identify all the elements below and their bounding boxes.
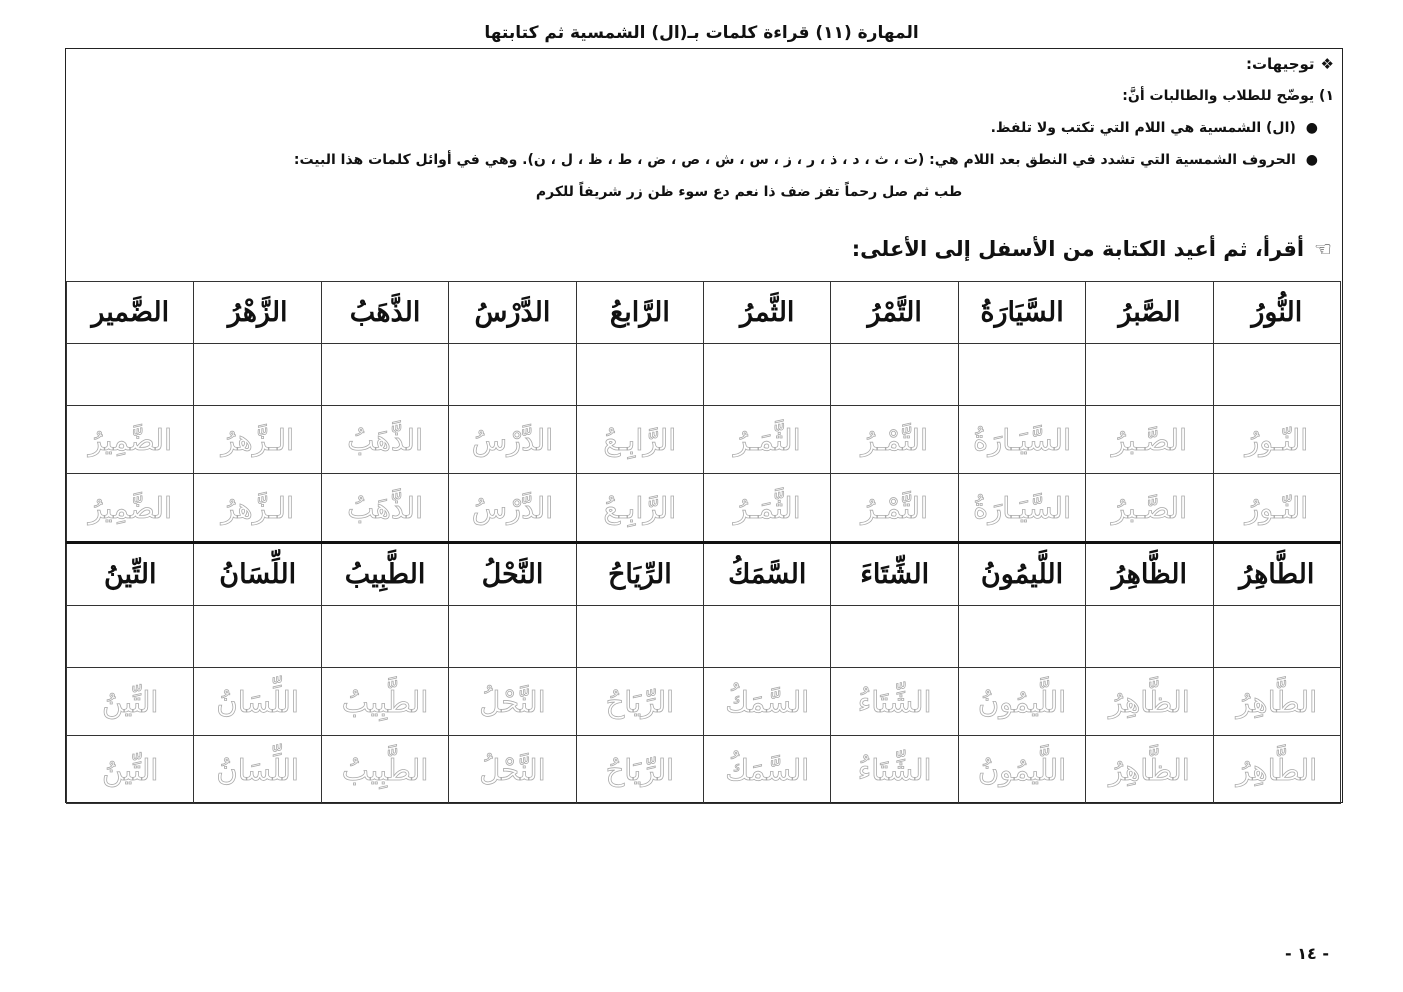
trace-cell: النَّحْلُ: [449, 736, 576, 804]
word-cell: الطَّاهِرُ: [1213, 543, 1340, 606]
page-title: المهارة (١١) قراءة كلمات بـ(ال) الشمسية ثم كتابتها: [484, 23, 919, 43]
page-number: - ١٤ -: [1285, 944, 1329, 963]
instruction-bullet-2-text: الحروف الشمسية التي تشدد في النطق بعد اللام هي: (ت ، ث ، د ، ذ ، ر ، ز ، س ، ش ، ص ، ض ، ط ، ظ ، ل ، ن). وهي في أوائل كلمات هذا البيت:: [293, 152, 1296, 168]
writing-cell[interactable]: [449, 344, 576, 406]
trace-cell: الظَّاهِرُ: [1086, 736, 1213, 804]
trace-cell: الطَّبِيبُ: [321, 668, 448, 736]
trace-cell: السَّيَـارَةُ: [958, 406, 1085, 474]
trace-cell: اللَّيمُونُ: [958, 736, 1085, 804]
word-cell: الرَّابعُ: [576, 282, 703, 344]
grid-row-words: [67, 282, 1341, 344]
instruction-bullet-1: [74, 119, 1334, 137]
word-cell: الدَّرْسُ: [449, 282, 576, 344]
instructions-heading-text: توجيهات:: [1245, 55, 1315, 73]
trace-cell: الثَّمَـرُ: [704, 406, 831, 474]
trace-cell: النّـورُ: [1213, 474, 1340, 543]
trace-cell: الشِّتَاءُ: [831, 668, 958, 736]
word-cell: النُّورُ: [1213, 282, 1340, 344]
word-cell: السَّيَارَةُ: [958, 282, 1085, 344]
writing-cell[interactable]: [1213, 344, 1340, 406]
word-cell: الثَّمرُ: [704, 282, 831, 344]
grid-row-words: [67, 543, 1341, 606]
writing-cell[interactable]: [958, 606, 1085, 668]
trace-cell: التِّينُ: [67, 736, 194, 804]
word-cell: الشِّتَاءَ: [831, 543, 958, 606]
trace-cell: التَّمْـرُ: [831, 474, 958, 543]
trace-cell: النّـورُ: [1213, 406, 1340, 474]
trace-cell: الضَّمِيرُ: [67, 474, 194, 543]
trace-cell: الرَّابِـعُ: [576, 406, 703, 474]
writing-cell[interactable]: [1086, 606, 1213, 668]
grid-row-trace: [67, 668, 1341, 736]
trace-cell: اللَّيمُونُ: [958, 668, 1085, 736]
word-cell: التِّينُ: [67, 543, 194, 606]
writing-cell[interactable]: [1086, 344, 1213, 406]
writing-cell[interactable]: [1213, 606, 1340, 668]
writing-cell[interactable]: [704, 606, 831, 668]
writing-cell[interactable]: [194, 606, 321, 668]
trace-cell: الثَّمَـرُ: [704, 474, 831, 543]
hand-pointer-icon: ☜: [1314, 237, 1332, 261]
writing-cell[interactable]: [67, 344, 194, 406]
worksheet-frame: [65, 48, 1343, 803]
trace-cell: الطَّاهِرُ: [1213, 668, 1340, 736]
trace-cell: الصَّـبرُ: [1086, 474, 1213, 543]
writing-grid: [66, 281, 1341, 804]
instruction-bullet-2: [74, 151, 1334, 169]
writing-cell[interactable]: [194, 344, 321, 406]
trace-cell: اللِّسَانُ: [194, 736, 321, 804]
trace-cell: الطَّبِيبُ: [321, 736, 448, 804]
grid-row-blank: [67, 344, 1341, 406]
instruction-bullet-1-text: (ال) الشمسية هي اللام التي تكتب ولا تلفظ.: [990, 120, 1296, 136]
writing-cell[interactable]: [831, 606, 958, 668]
trace-cell: الدَّرْسُ: [449, 474, 576, 543]
bullet-dot-icon: ●: [1305, 152, 1318, 168]
word-cell: الزَّهْرُ: [194, 282, 321, 344]
instructions-heading: [74, 55, 1334, 73]
trace-cell: الذَّهَبُ: [321, 474, 448, 543]
word-cell: اللِّسَانُ: [194, 543, 321, 606]
word-cell: الرِّيَاحُ: [576, 543, 703, 606]
trace-cell: السَّمَكُ: [704, 668, 831, 736]
trace-cell: الـزَّهرُ: [194, 406, 321, 474]
writing-cell[interactable]: [576, 344, 703, 406]
grid-row-blank: [67, 606, 1341, 668]
writing-cell[interactable]: [67, 606, 194, 668]
trace-cell: التِّينُ: [67, 668, 194, 736]
trace-cell: الرِّيَاحُ: [576, 668, 703, 736]
word-cell: اللَّيمُونُ: [958, 543, 1085, 606]
poem-verse: طب ثم صل رحماً تفز ضف ذا نعم دع سوء ظن زر شريفاً للكرم: [535, 184, 963, 200]
trace-cell: الضَّمِيرُ: [67, 406, 194, 474]
writing-cell[interactable]: [704, 344, 831, 406]
writing-cell[interactable]: [576, 606, 703, 668]
task-instruction: [852, 237, 1332, 261]
trace-cell: الصَّـبرُ: [1086, 406, 1213, 474]
word-cell: الطَّبِيبُ: [321, 543, 448, 606]
writing-cell[interactable]: [449, 606, 576, 668]
task-instruction-text: أقرأ، ثم أعيد الكتابة من الأسفل إلى الأعلى:: [851, 237, 1305, 261]
trace-cell: الشِّتَاءُ: [831, 736, 958, 804]
word-cell: الظَّاهِرُ: [1086, 543, 1213, 606]
word-cell: الذَّهَبُ: [321, 282, 448, 344]
trace-cell: الـزَّهرُ: [194, 474, 321, 543]
trace-cell: التَّمْـرُ: [831, 406, 958, 474]
bullet-dot-icon: ●: [1305, 120, 1318, 136]
trace-cell: السَّيَـارَةُ: [958, 474, 1085, 543]
word-cell: السَّمَكُ: [704, 543, 831, 606]
writing-cell[interactable]: [958, 344, 1085, 406]
word-cell: الضَّمير: [67, 282, 194, 344]
trace-cell: الذَّهَبُ: [321, 406, 448, 474]
grid-row-trace: [67, 406, 1341, 474]
trace-cell: الطَّاهِرُ: [1213, 736, 1340, 804]
trace-cell: السَّمَكُ: [704, 736, 831, 804]
trace-cell: الظَّاهِرُ: [1086, 668, 1213, 736]
word-cell: التَّمْرُ: [831, 282, 958, 344]
grid-row-trace: [67, 474, 1341, 543]
trace-cell: الرِّيَاحُ: [576, 736, 703, 804]
writing-cell[interactable]: [321, 344, 448, 406]
grid-row-trace: [67, 736, 1341, 804]
writing-cell[interactable]: [831, 344, 958, 406]
trace-cell: النَّحْلُ: [449, 668, 576, 736]
diamond-bullet-icon: ❖: [1320, 55, 1334, 73]
word-cell: النَّحْلُ: [449, 543, 576, 606]
word-cell: الصَّبرُ: [1086, 282, 1213, 344]
trace-cell: الدَّرْسُ: [449, 406, 576, 474]
writing-cell[interactable]: [321, 606, 448, 668]
instructions-block: [74, 55, 1334, 215]
trace-cell: الرَّابِـعُ: [576, 474, 703, 543]
instruction-point-1: ١) يوضّح للطلاب والطالبات أنَّ:: [1122, 88, 1334, 104]
trace-cell: اللِّسَانُ: [194, 668, 321, 736]
